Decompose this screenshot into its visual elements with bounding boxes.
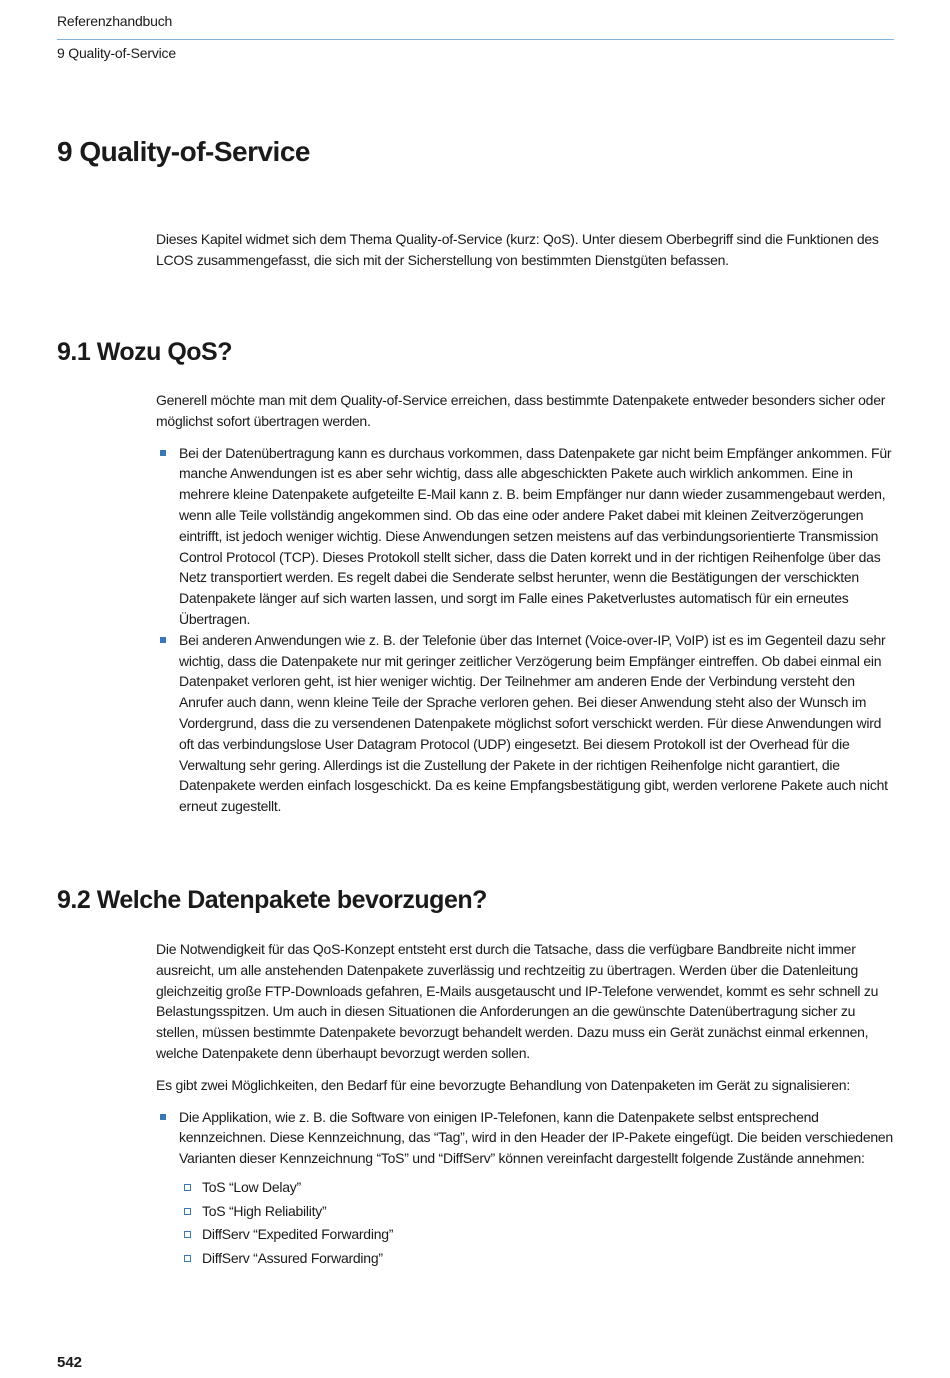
page-number: 542 [57,1354,83,1371]
list-item: Bei der Datenübertragung kann es durchaus vorkommen, dass Datenpakete gar nicht beim Empfänger ankommen. Für manche Anwendungen ist es aber sehr wichtig, dass alle abgeschickten Pakete auch wirklich ankommen. Eine in mehrere kleine Datenpakete aufgeteilte E-Mail kann z. B. beim Empfänger nur dann wieder zusammengebaut werden, wenn alle Teile vollständig angekommen sind. Ob das eine oder andere Paket dabei mit kleinen Zeitverzögerungen eintrifft, ist jedoch weniger wichtig. Diese Anwendungen setzen meistens auf das verbindungsorientierte Transmission Control Protocol (TCP). Dieses Protokoll stellt sicher, dass die Daten korrekt und in der richtigen Reihenfolge über das Netz transportiert werden. Es regelt dabei die Senderate selbst herunter, wenn die Bestätigungen der verschickten Datenpakete länger auf sich warten lassen, und sorgt im Falle eines Paketverlustes automatisch für ein erneutes Übertragen. [156,443,896,630]
chapter-intro [156,229,896,271]
list-item: Bei anderen Anwendungen wie z. B. der Telefonie über das Internet (Voice-over-IP, VoIP) ist es im Gegenteil dazu sehr wichtig, dass die Datenpakete nur mit geringer zeitlicher Verzögerung beim Empfänger eintreffen. Ob dabei einmal ein Datenpaket verloren geht, ist hier weniger wichtig. Der Teilnehmer am anderen Ende der Verbindung versteht den Anrufer auch dann, wenn kleine Teile der Sprache verloren gehen. Bei dieser Anwendung steht also der Wunsch im Vordergrund, dass die zu versendenen Datenpakete möglichst sofort verschickt werden. Für diese Anwendungen wird oft das verbindungslose User Datagram Protocol (UDP) eingesetzt. Bei diesem Protokoll ist der Overhead für die Verwaltung sehr gering. Allerdings ist die Zustellung der Pakete in der richtigen Reihenfolge nicht garantiert, die Datenpakete werden einfach losgeschickt. Da es keine Empfangsbestätigung gibt, werden verlorene Pakete auch nicht erneut zugestellt. [156,630,896,817]
section-2-paragraph-2: Es gibt zwei Möglichkeiten, den Bedarf für eine bevorzugte Behandlung von Datenpaketen im Gerät zu signalisieren: [156,1076,850,1093]
section-1-title: 9.1 Wozu QoS? [57,338,232,366]
chapter-intro-text: Dieses Kapitel widmet sich dem Thema Quality-of-Service (kurz: QoS). Unter diesem Oberbegriff sind die Funktionen des LCOS zusammengefasst, die sich mit der Sicherstellung von bestimmten Dienstgüten befassen. [156,231,879,268]
section-1-body [156,390,896,817]
list-item: ToS “Low Delay” [180,1176,780,1200]
list-item: ToS “High Reliability” [180,1200,780,1224]
list-item: DiffServ “Expedited Forwarding” [180,1223,780,1247]
sub-bullet-list [180,1176,780,1270]
section-2-title: 9.2 Welche Datenpakete bevorzugen? [57,886,487,914]
section-1-bullet-list [156,443,896,817]
chapter-title: 9 Quality-of-Service [57,136,310,167]
list-item: Die Applikation, wie z. B. die Software von einigen IP-Telefonen, kann die Datenpakete selbst entsprechend kennzeichnen. Diese Kennzeichnung, das “Tag”, wird in den Header der IP-Pakete eingefügt. Die beiden verschiedenen Varianten dieser Kennzeichnung “ToS” und “DiffServ” können vereinfacht dargestellt folgende Zustände annehmen: [156,1107,896,1169]
running-head-title: Referenzhandbuch [57,13,173,29]
list-item: DiffServ “Assured Forwarding” [180,1247,780,1271]
section-2-paragraph-1: Die Notwendigkeit für das QoS-Konzept entsteht erst durch die Tatsache, dass die verfügbare Bandbreite nicht immer ausreicht, um alle anstehenden Datenpakete zuverlässig und rechtzeitig zu übertragen. Werden über die Datenleitung gleichzeitig große FTP-Downloads gefahren, E-Mails ausgetauscht und IP-Telefone verwendet, kommt es sehr schnell zu Belastungsspitzen. Um auch in diesen Situationen die Anforderungen an die gewünschte Datenübertragung sicher zu stellen, müssen bestimmte Datenpakete bevorzugt behandelt werden. Dazu muss ein Gerät zunächst einmal erkennen, welche Datenpakete denn überhaupt bevorzugt werden sollen. [156,941,879,1061]
section-1-intro: Generell möchte man mit dem Quality-of-Service erreichen, dass bestimmte Datenpakete entweder besonders sicher oder möglichst sofort übertragen werden. [156,392,886,429]
section-2-bullet-list [156,1107,896,1169]
header-rule [57,39,894,40]
section-2-body [156,939,896,1169]
running-head-chapter: 9 Quality-of-Service [57,45,176,61]
